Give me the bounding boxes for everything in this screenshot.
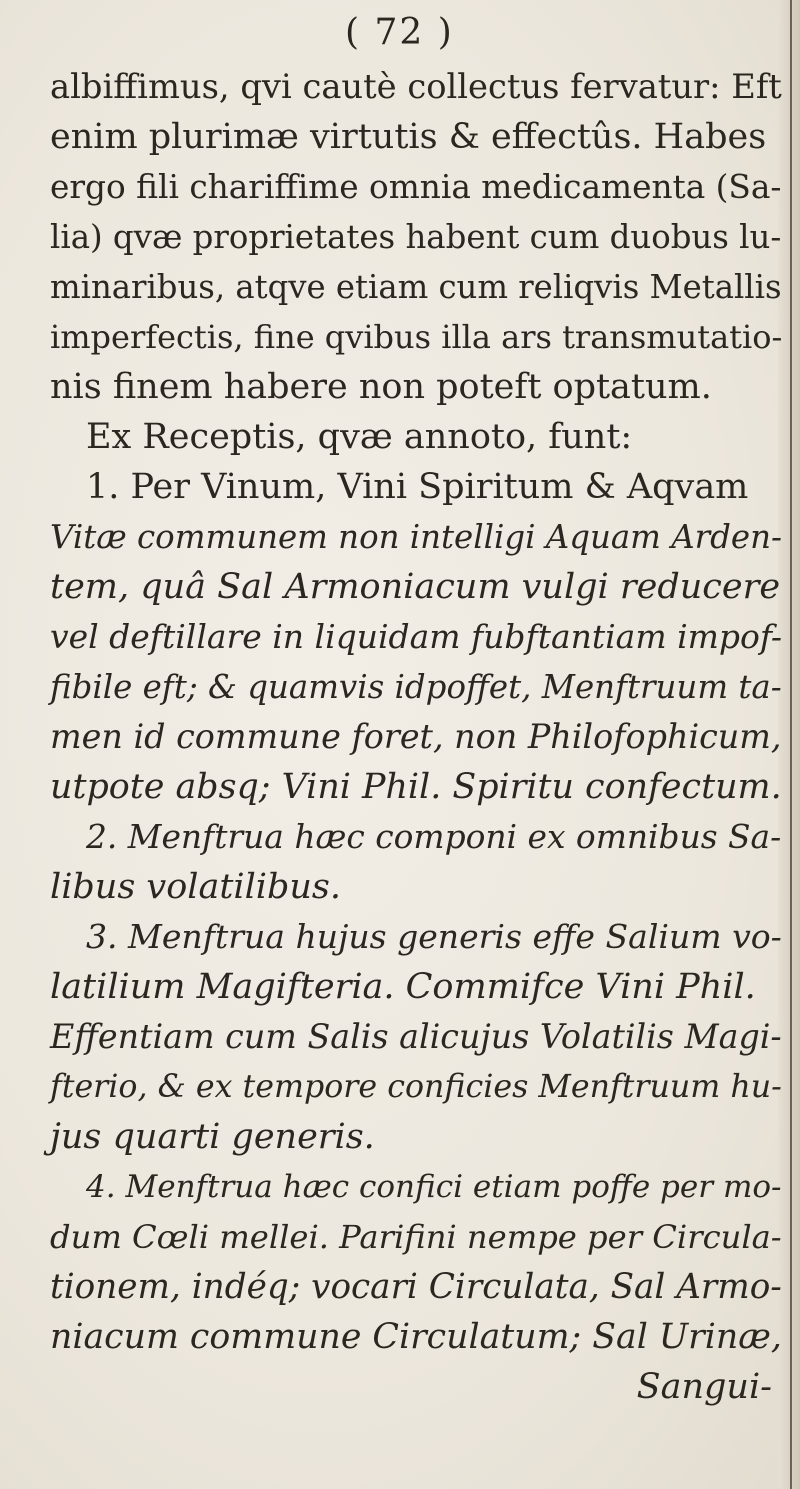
text-line: tem, quâ Sal Armoniacum vulgi reducere xyxy=(50,567,781,607)
text-line: tionem, indéq; vocari Circulata, Sal Armo- xyxy=(50,1267,782,1307)
text-line: ergo fili chariffime omnia medicamenta (Sa- xyxy=(50,168,782,206)
page-binding-line xyxy=(790,0,792,1489)
text-line: albiffimus, qvi cautè collectus fervatur: Eft xyxy=(50,67,782,106)
text-line: libus volatilibus. xyxy=(50,867,342,907)
text-line: fterio, & ex tempore conficies Menftruum hu- xyxy=(50,1069,782,1105)
text-line: jus quarti generis. xyxy=(50,1117,375,1157)
text-line: 1. Per Vinum, Vini Spiritum & Aqvam xyxy=(86,467,749,507)
text-line: Vitæ communem non intelligi Aquam Arden- xyxy=(50,518,782,556)
catchword: Sangui- xyxy=(636,1367,772,1407)
text-line: dum Cœli mellei. Parifini nempe per Circula- xyxy=(50,1218,782,1256)
page-text xyxy=(50,62,782,1412)
text-line: Effentiam cum Salis alicujus Volatilis Magi- xyxy=(50,1017,782,1056)
text-line: men id commune foret, non Philofophicum, xyxy=(50,717,782,756)
text-line: imperfectis, fine qvibus illa ars transmutatio- xyxy=(50,318,783,356)
text-line: fibile eft; & quamvis idpoffet, Menftruum ta- xyxy=(50,668,782,706)
text-line: enim plurimæ virtutis & effectûs. Habes xyxy=(50,117,767,157)
text-line: lia) qvæ proprietates habent cum duobus lu- xyxy=(50,218,782,256)
text-line: niacum commune Circulatum; Sal Urinæ, xyxy=(50,1317,782,1357)
text-line: vel deftillare in liquidam fubftantiam impof- xyxy=(50,617,782,656)
text-line: 4. Menftrua hæc confici etiam poffe per mo- xyxy=(86,1169,782,1205)
text-line: nis finem habere non poteft optatum. xyxy=(50,367,712,407)
text-line: latilium Magifteria. Commifce Vini Phil. xyxy=(50,967,756,1007)
text-line: 3. Menftrua hujus generis effe Salium vo- xyxy=(86,917,782,956)
text-line: minaribus, atqve etiam cum reliqvis Metallis xyxy=(50,268,782,306)
page-number: ( 72 ) xyxy=(345,12,454,53)
text-line: 2. Menftrua hæc componi ex omnibus Sa- xyxy=(86,817,782,856)
text-line: Ex Receptis, qvæ annoto, funt: xyxy=(86,417,633,457)
text-line: utpote absq; Vini Phil. Spiritu confectum. xyxy=(50,767,782,807)
